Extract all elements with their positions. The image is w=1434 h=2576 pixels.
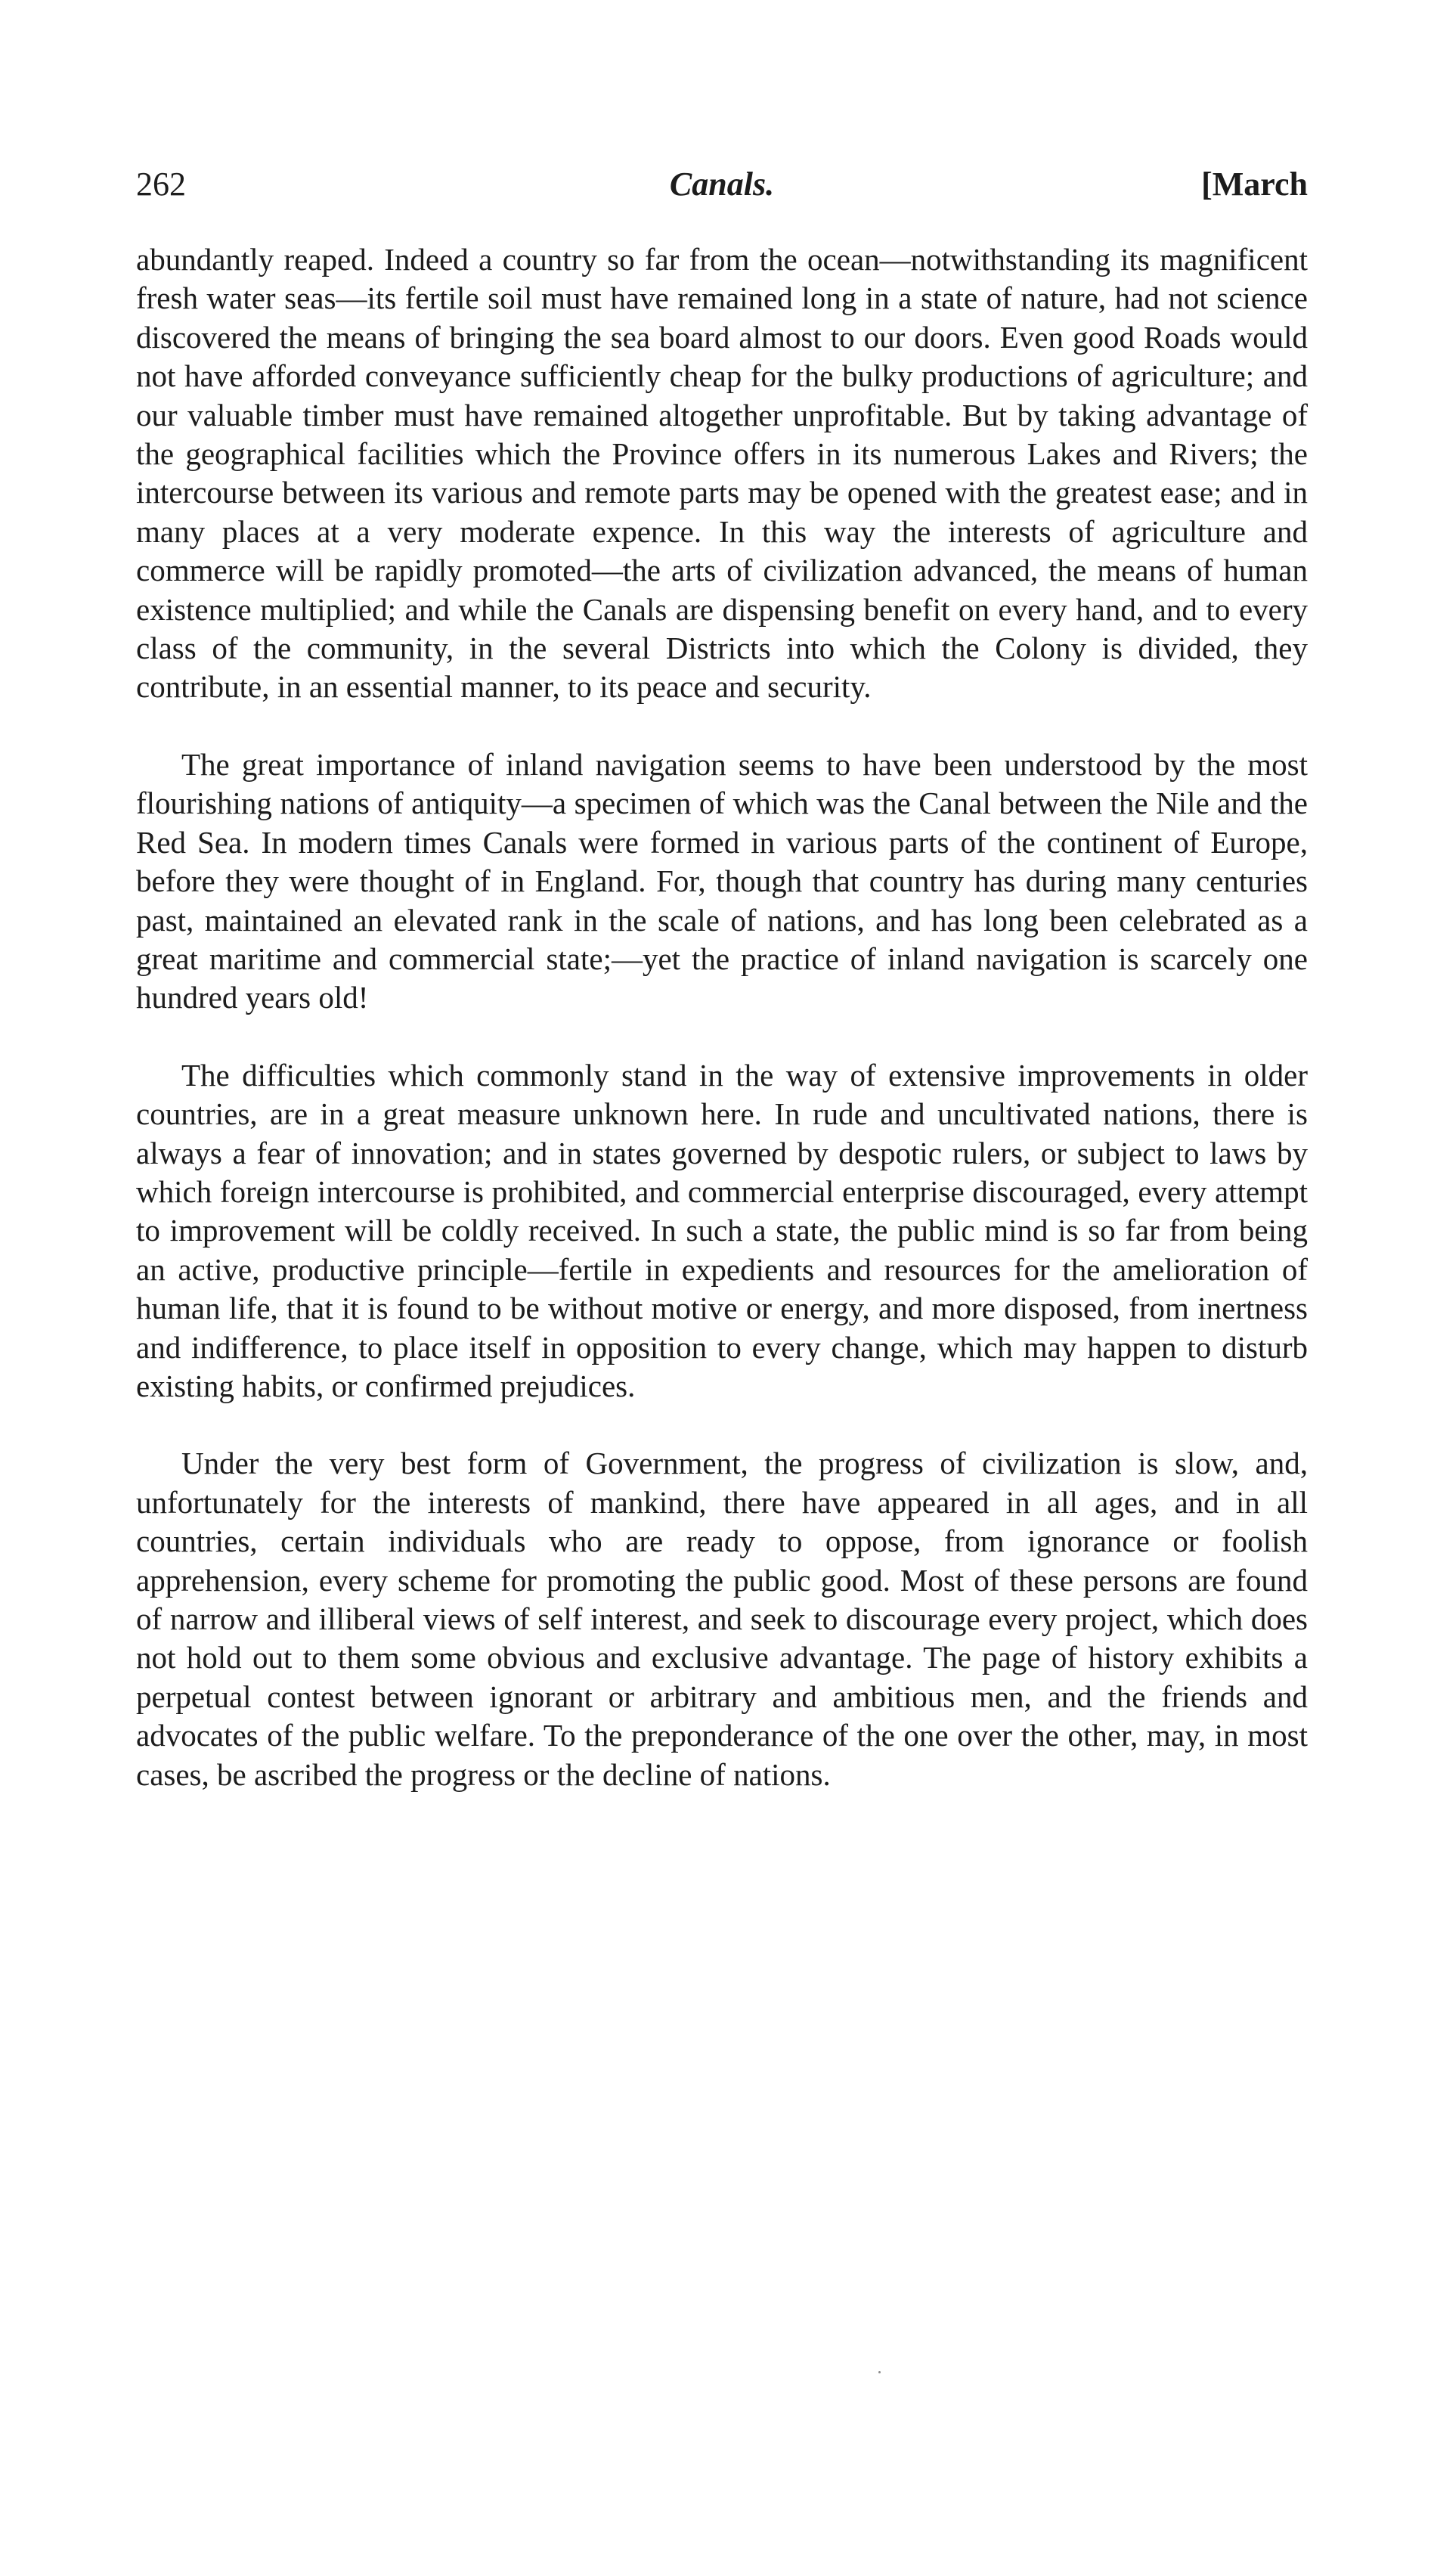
paper-speck	[878, 2371, 881, 2373]
running-title: Canals.	[669, 166, 775, 203]
running-header	[136, 165, 1308, 218]
paragraph-continuation: abundantly reaped. Indeed a country so far from the ocean—notwithstanding its magnificent fresh water seas—its fertile soil must have remained long in a state of nature, had not science discovered the means of bringing the sea board almost to our doors. Even good Roads would not have afforded conveyance sufficiently cheap for the bulky productions of agriculture; and our valuable timber must have remained altogether unprofitable. But by taking advantage of the geographical facilities which the Province offers in its numerous Lakes and Rivers; the intercourse between its various and remote parts may be opened with the greatest ease; and in many places at a very moderate expence. In this way the interests of agriculture and commerce will be rapidly promoted—the arts of civilization advanced, the means of human existence multiplied; and while the Canals are dispensing benefit on every hand, and to every class of the community, in the several Districts into which the Colony is divided, they contribute, in an essential manner, to its peace and security.	[136, 242, 1308, 705]
paragraph-difficulties: The difficulties which commonly stand in the way of extensive improvements in older countries, are in a great measure unknown here. In rude and uncultivated nations, there is always a fear of innovation; and in states governed by despotic rulers, or subject to laws by which foreign intercourse is prohibited, and commercial enterprise discouraged, every attempt to improvement will be coldly received. In such a state, the public mind is so far from being an active, productive principle—fertile in expedients and resources for the amelioration of human life, that it is found to be without motive or energy, and more disposed, from inertness and indifference, to place itself in opposition to every change, which may happen to disturb existing habits, or confirmed prejudices.	[136, 1057, 1308, 1403]
running-date: [March	[1201, 166, 1308, 203]
paragraph-inland-navigation: The great importance of inland navigation seems to have been understood by the most flourishing nations of antiquity—a specimen of which was the Canal between the Nile and the Red Sea. In modern times Canals were formed in various parts of the continent of Europe, before they were thought of in England. For, though that country has during many centuries past, maintained an elevated rank in the scale of nations, and has long been celebrated as a great maritime and commercial state;—yet the practice of inland navigation is scarcely one hundred years old!	[136, 746, 1308, 1015]
article-body	[136, 240, 1308, 1794]
paragraph-government: Under the very best form of Government, the progress of civilization is slow, and, unfortunately for the interests of mankind, there have appeared in all ages, and in all countries, certain individuals who are ready to oppose, from ignorance or foolish apprehension, every scheme for promoting the public good. Most of these persons are found of narrow and illiberal views of self interest, and seek to discourage every project, which does not hold out to them some obvious and exclusive advantage. The page of history exhibits a perpetual contest between ignorant or arbitrary and ambitious men, and the friends and advocates of the public welfare. To the preponderance of the one over the other, may, in most cases, be ascribed the progress or the decline of nations.	[136, 1446, 1308, 1792]
page-number: 262	[136, 166, 186, 203]
